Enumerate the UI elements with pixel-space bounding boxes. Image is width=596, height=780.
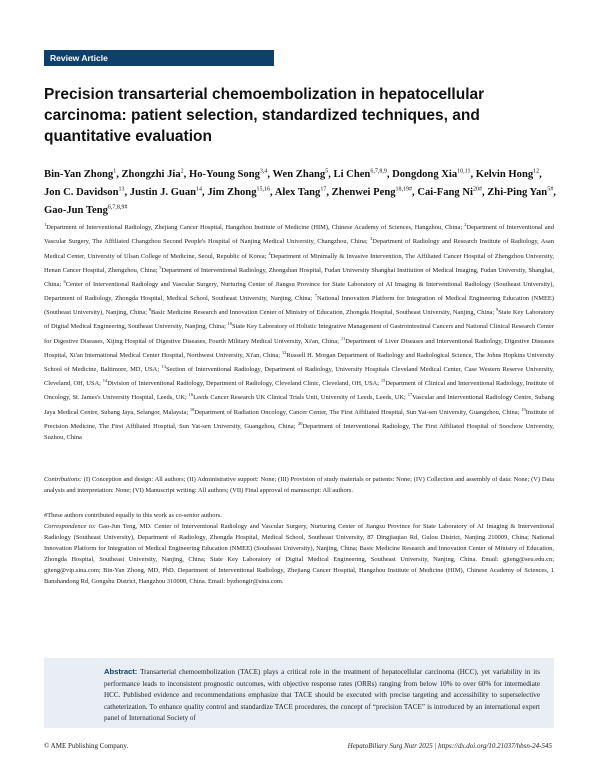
author-name: Justin J. Guan	[129, 186, 197, 198]
author-name: Zhi-Ping Yan	[487, 186, 548, 198]
author-affiliation-marker: 14	[196, 186, 203, 193]
affiliation-number: 7	[314, 292, 317, 298]
author-entry	[275, 187, 332, 198]
author-name: Wen Zhang	[272, 168, 326, 180]
abstract-label: Abstract:	[104, 667, 138, 676]
affiliation-number: 20	[298, 420, 303, 426]
author-name: Alex Tang	[274, 186, 321, 198]
author-entry	[44, 205, 127, 216]
author-entry	[207, 187, 274, 198]
affiliation-entry	[44, 222, 467, 232]
abstract-box	[44, 658, 554, 728]
author-name: Dongdong Xia	[392, 168, 458, 180]
affiliation-number: 2	[464, 222, 467, 227]
affiliation-number: 4	[268, 250, 271, 256]
author-entry	[334, 169, 393, 180]
author-name: Zhenwei Peng	[331, 186, 396, 198]
affiliation-entry	[148, 307, 499, 317]
author-entry	[392, 169, 476, 180]
affiliation-number: 12	[281, 349, 287, 355]
author-entry	[130, 187, 208, 198]
affiliation-entry	[189, 394, 408, 401]
footer-copyright: © AME Publishing Company.	[44, 742, 129, 750]
author-entry	[332, 187, 418, 198]
author-separator: ,	[202, 186, 208, 198]
affiliation-number: 8	[148, 307, 152, 313]
affiliation-number: 1	[44, 222, 47, 227]
author-separator: ,	[481, 186, 488, 198]
author-affiliation-marker: 5#	[547, 186, 554, 193]
footer-citation: HepatoBiliary Surg Nutr 2025 | https://dx.doi.org/10.21037/hbsn-24-545	[347, 742, 552, 750]
abstract-text: Transarterial chemoembolization (TACE) plays a critical role in the treatment of hepatocellular carcinoma (HCC), yet variability in its performance leads to inconsistent prognostic outcomes, with objective response rates (ORRs) ranging from below 10% to over 60% for intermediate HCC. Published evidence and recommendations emphasize that TACE should be executed with precise targeting and accessibility to superselective catheterization. To enhance quality control and standardize TACE procedures, the concept of “precision TACE” is introduced by an international expert panel of International Society of	[104, 668, 540, 723]
affiliation-text: National Innovation Platform for Integration of Medical Engineering Education (NMEE) (Southeast University), Nanjing, China;	[44, 295, 554, 317]
author-name: Zhongzhi Jia	[121, 168, 181, 180]
author-entry	[476, 169, 542, 180]
author-name: Li Chen	[333, 168, 371, 180]
affiliation-text: Department of Interventional and Vascular Surgery, The Affiliated Changzhou Second People's Hospital of Nanjing Medical University, Changzhou, China;	[44, 224, 554, 246]
author-separator: ,	[470, 168, 476, 180]
author-entry	[487, 187, 556, 198]
affiliation-number: 6	[63, 278, 66, 284]
affiliation-text: Department of Minimally & Invasive Intervention, The Affiliated Cancer Hospital of Zhengzhou University, Henan Cancer Hospital, Zhengzhou, China;	[44, 252, 554, 274]
author-affiliation-marker: 13	[118, 186, 125, 193]
affiliation-number: 14	[102, 378, 108, 384]
author-separator: ,	[267, 168, 273, 180]
author-affiliation-marker: 10,11	[457, 168, 471, 174]
affiliation-entry	[189, 406, 522, 416]
affiliation-number: 16	[188, 392, 194, 398]
affiliation-number: 5	[159, 264, 162, 270]
correspondence-text: Gao-Jun Teng, MD. Center of Interventional Radiology and Vascular Surgery, Nurturing Center of Jiangsu Province for State Laboratory of AI Imaging & Interventional Radiology (Southeast University), Department of Radiology, Zhongda Hospital, Medical School, Southeast University, 87 Dingjiaqiao Rd, Gulou District, Nanjing 210009, China; National Innovation Platform for Integration of Medical Engineering Education (NMEE) (Southeast University), Nanjing, China; Basic Medicine Research and Innovation Center of Ministry of Education, Zhongda Hospital, Southeast University, Nanjing, China; State Key Laboratory of Digital Medical Engineering, Southeast University, Nanjing, China. Email: gjteng@seu.edu.cn; gjteng@vip.sina.com; Bin-Yan Zhong, MD, PhD. Department of Interventional Radiology, Zhejiang Cancer Hospital, Hangzhou Institute of Medicine (HIM), Chinese Academy of Sciences, 1 Banshandong Rd, Gongshu District, Hangzhou 310000, China. Email: byzhongir@sina.com.	[44, 523, 554, 586]
affiliation-entry	[103, 380, 381, 387]
affiliation-text: Center of Interventional Radiology and Vascular Surgery, Nurturing Center of Jiangsu Province for State Laboratory of AI Imaging & Interventional Radiology (Southeast University), Department of Radiology, Zhongda Hospital, Medical School, Southeast University, Nanjing, China;	[44, 280, 554, 303]
author-entry	[44, 169, 121, 180]
author-entry	[189, 169, 273, 180]
author-separator: ,	[553, 186, 556, 198]
author-name: Ho-Young Song	[188, 168, 260, 180]
affiliation-text: Basic Medicine Research and Innovation Center of Ministry of Education, Zhongda Hospital, Southeast University, Nanjing, China;	[151, 309, 496, 317]
author-entry	[417, 187, 487, 198]
author-separator: ,	[270, 186, 275, 198]
affiliation-text: Department of Interventional Radiology, The First Affiliated Hospital of Soochow University, Suzhou, China	[44, 422, 555, 441]
contributions-text: (I) Conception and design: All authors; (II) Administrative support: None; (III) Provision of study materials or patients: None; (IV) Collection and assembly of data: None; (V) Data analysis and interpretation: None; (VI) Manuscript writing: All authors; (VII) Final approval of manuscript: All authors.	[44, 476, 554, 495]
author-affiliation-marker: 18,19#	[395, 186, 413, 193]
affiliation-text: Department of Radiology and Research Institute of Radiology, Asan Medical Center, University of Ulsan College of Medicine, Seoul, Republic of Korea;	[44, 238, 554, 260]
author-affiliation-marker: 3,4	[259, 168, 268, 174]
author-name: Gao-Jun Teng	[44, 204, 108, 216]
author-separator: ,	[183, 168, 189, 180]
co-senior-note: #These authors contributed equally to this work as co-senior authors.	[44, 512, 222, 519]
author-entry	[273, 169, 334, 180]
affiliation-number: 19	[521, 406, 526, 412]
affiliation-number: 10	[227, 321, 233, 327]
author-separator: ,	[116, 168, 122, 180]
author-entry	[121, 169, 188, 180]
affiliation-number: 17	[407, 392, 413, 398]
affiliation-number: 9	[495, 307, 499, 313]
author-affiliation-marker: 1	[113, 168, 117, 174]
affiliation-number: 18	[189, 406, 195, 412]
author-affiliation-marker: 15,16	[256, 186, 270, 193]
affiliation-text: Russell H. Morgan Department of Radiology and Radiological Science, The Johns Hopkins University School of Medicine, Baltimore, MD, USA;	[44, 351, 555, 374]
article-title: Precision transarterial chemoembolization in hepatocellular carcinoma: patient selection, standardized techniques, and quantitative evaluation	[44, 86, 485, 145]
author-affiliation-marker: 6,7,8,9	[370, 168, 387, 174]
author-separator: ,	[326, 186, 332, 198]
author-separator: ,	[539, 168, 542, 180]
author-name: Bin-Yan Zhong	[44, 168, 114, 180]
article-type-banner: Review Article	[44, 50, 274, 66]
author-entry	[44, 187, 130, 198]
contributions-label: Contributions:	[44, 476, 82, 483]
affiliation-text: Leeds Cancer Research UK Clinical Trials Unit, University of Leeds, Leeds, UK;	[193, 394, 408, 402]
author-affiliation-marker: 2	[180, 168, 184, 174]
contributions	[44, 474, 554, 496]
affiliation-text: State Key Laboratory of Digital Medical Engineering, Southeast University, Nanjing, China;	[44, 309, 554, 331]
author-affiliation-marker: 6,7,8,9#	[107, 204, 128, 211]
affiliation-text: State Key Laboratory of Holistic Integrative Management of Gastrointestinal Cancers and National Clinical Research Center for Digestive Diseases, Xijing Hospital of Digestive Diseases, Fourth Military Medical University, Xi'an, China;	[44, 323, 554, 345]
affiliations	[44, 219, 554, 443]
author-separator: ,	[328, 168, 334, 180]
affiliation-text: Division of Interventional Radiology, Department of Radiology, Cleveland Clinic, Cleveland, OH, USA;	[107, 380, 381, 388]
affiliation-text: Department of Radiation Oncology, Cancer Center, The First Affiliated Hospital, Sun Yat-sen University, Guangzhou, China;	[194, 408, 522, 416]
affiliation-number: 11	[340, 335, 346, 341]
affiliation-text: Department of Clinical and Interventional Radiology, Institute of Oncology, St. James's University Hospital, Leeds, UK;	[44, 380, 554, 402]
affiliation-text: Vascular and Interventional Radiology Centre, Subang Jaya Medical Centre, Subang Jaya, Selangor, Malaysia;	[44, 394, 555, 416]
affiliation-number: 3	[370, 236, 373, 242]
author-name: Jon C. Davidson	[44, 186, 119, 198]
author-affiliation-marker: 5	[325, 168, 329, 174]
author-list	[44, 164, 556, 218]
affiliation-text: Department of Liver Diseases and Interventional Radiology, Digestive Diseases Hospital, Xi'an International Medical Center Hospital, Northwest University, Xi'an, China;	[44, 337, 554, 359]
author-separator: ,	[412, 186, 418, 198]
author-name: Cai-Fang Ni	[417, 186, 473, 198]
affiliation-number: 15	[380, 378, 386, 384]
author-affiliation-marker: 20#	[472, 186, 482, 193]
author-separator: ,	[124, 186, 130, 198]
author-name: Kelvin Hong	[475, 168, 534, 180]
affiliation-text: Institute of Precision Medicine, The First Affiliated Hospital, Sun Yat-sen University, Guangzhou, China;	[44, 408, 554, 430]
affiliation-text: Department of Interventional Radiology, Zhejiang Cancer Hospital, Hangzhou Institute of Medicine (HIM), Chinese Academy of Sciences, Hangzhou, China;	[46, 224, 465, 232]
abstract-body	[104, 666, 540, 725]
author-affiliation-marker: 12	[533, 168, 540, 174]
author-name: Jim Zhong	[207, 186, 257, 198]
correspondence-label: Correspondence to:	[44, 523, 96, 530]
affiliation-text: Section of Interventional Radiology, Department of Radiology, University Hospitals Cleveland Medical Center, Case Western Reserve University, Cleveland, OH, USA;	[44, 366, 554, 388]
affiliation-text: Department of Interventional Radiology, Zhongshan Hospital, Fudan University Shanghai Institution of Medical Imaging, Fudan University, Shanghai, China;	[44, 266, 554, 288]
author-separator: ,	[386, 168, 393, 180]
correspondence	[44, 521, 554, 587]
author-affiliation-marker: 17	[320, 186, 327, 193]
affiliation-number: 13	[161, 363, 166, 369]
